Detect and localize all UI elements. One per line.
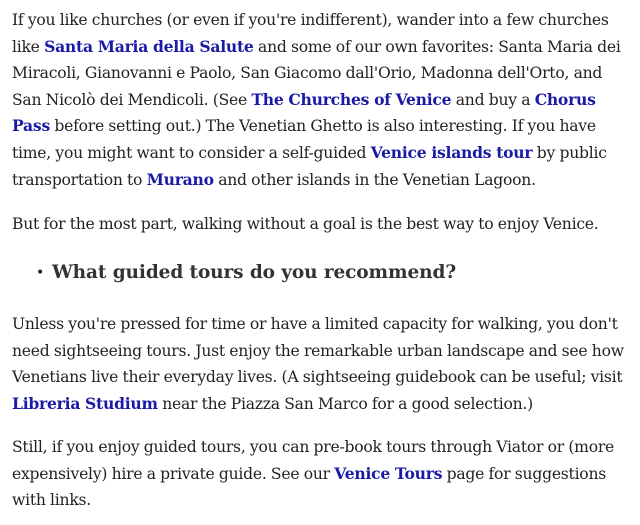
- link-murano[interactable]: Murano: [146, 169, 214, 189]
- link-venice-islands-tour[interactable]: Venice islands tour: [370, 142, 533, 162]
- paragraph-churches: [12, 7, 630, 193]
- bullet-point: •: [36, 265, 45, 281]
- paragraph-text: near the Piazza San Marco for a good selection.): [157, 394, 533, 413]
- link-venice-tours[interactable]: Venice Tours: [334, 463, 443, 483]
- link-churches-of-venice[interactable]: The Churches of Venice: [251, 89, 452, 109]
- paragraph-text: before setting out.) The Venetian Ghetto is also interesting. If you have time, you might want to consider a self-guided: [12, 117, 596, 162]
- paragraph-text: page for suggestions with links.: [12, 464, 606, 510]
- paragraph-text: and other islands in the Venetian Lagoon.: [213, 170, 536, 189]
- paragraph-text: and some of our own favorites: Santa Maria dei Miracoli, Gianovanni e Paolo, San Giacomo dall'Orio, Madonna dell'Orto, and San Nicolò dei Mendicoli. (See: [12, 37, 621, 109]
- link-santa-maria-della-salute[interactable]: Santa Maria della Salute: [44, 36, 254, 56]
- link-chorus-pass[interactable]: Chorus Pass: [12, 89, 596, 136]
- paragraph-sightseeing: [12, 311, 630, 417]
- faq-heading-text: What guided tours do you recommend?: [52, 262, 457, 283]
- paragraph-guided-tours: [12, 434, 630, 514]
- faq-heading: [36, 260, 626, 287]
- paragraph-text: by public transportation to: [12, 143, 607, 189]
- paragraph-text: If you like churches (or even if you're indifferent), wander into a few churches like: [12, 11, 609, 56]
- paragraph-text: Still, if you enjoy guided tours, you can pre-book tours through Viator or (more expensively) hire a private guide. See our: [12, 438, 615, 483]
- paragraph-walking: But for the most part, walking without a goal is the best way to enjoy Venice.: [12, 215, 599, 233]
- paragraph-text: and buy a: [451, 90, 535, 109]
- paragraph-text: Unless you're pressed for time or have a limited capacity for walking, you don't need sightseeing tours. Just enjoy the remarkable urban landscape and see how Venetians live their everyday lives. (A sightseeing guidebook can be useful; visit: [12, 315, 624, 387]
- link-libreria-studium[interactable]: Libreria Studium: [12, 393, 158, 413]
